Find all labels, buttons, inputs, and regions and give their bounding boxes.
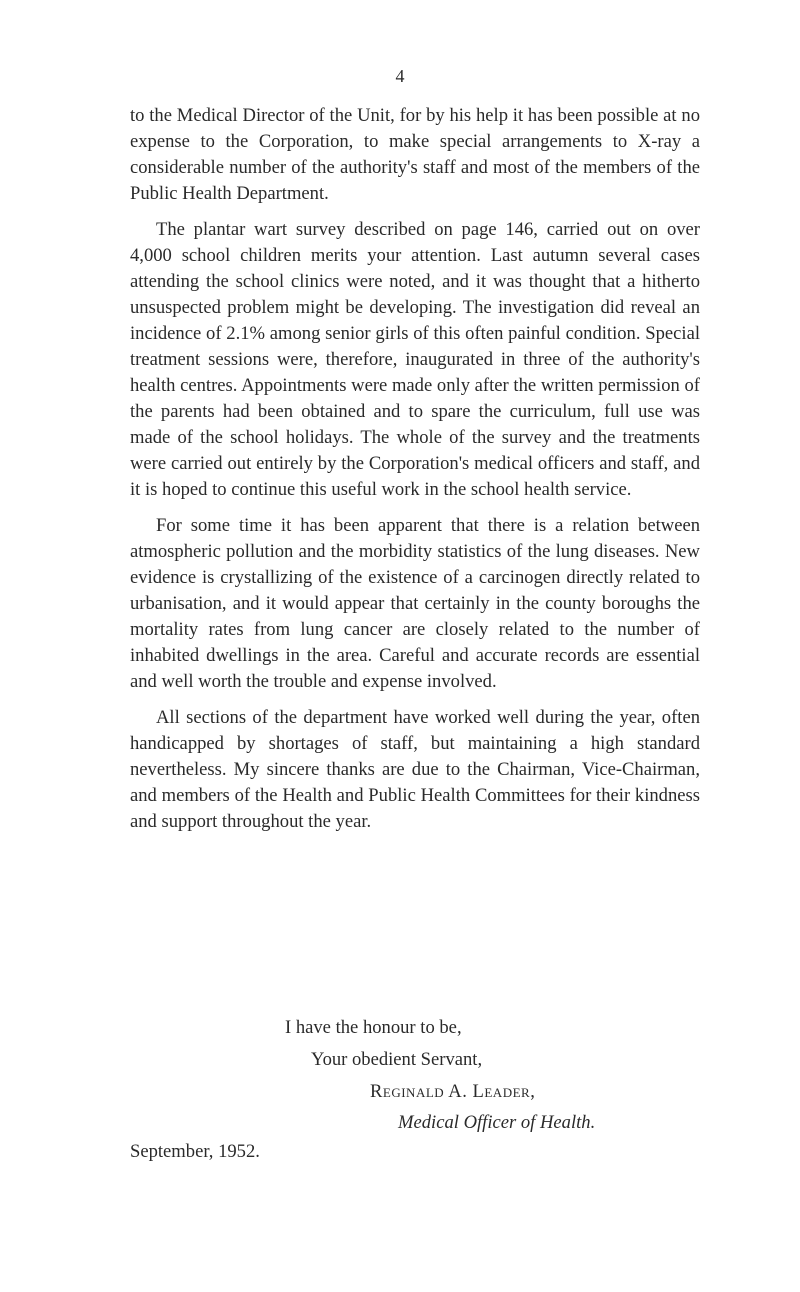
letter-body bbox=[130, 103, 700, 845]
paragraph-continuation: to the Medical Director of the Unit, for by his help it has been possible at no expense to the Corporation, to make special arrangements to X-ray a considerable number of the authority's staff and most of the members of the Public Health Department. bbox=[130, 105, 700, 204]
signatory-title: Medical Officer of Health. bbox=[398, 1112, 596, 1133]
letter-date: September, 1952. bbox=[130, 1141, 260, 1162]
closing-salutation: I have the honour to be, bbox=[285, 1017, 462, 1038]
paragraph-atmospheric-pollution: For some time it has been apparent that there is a relation between atmospheric pollution and the morbidity statistics of the lung diseases. New evidence is crystallizing of the existence of a carcinogen directly related to urbanisation, and it would appear that certainly in the county boroughs the mortality rates from lung cancer are closely related to the number of inhabited dwellings in the area. Careful and accurate records are essential and well worth the trouble and expense involved. bbox=[130, 515, 700, 692]
signatory-name: Reginald A. Leader, bbox=[370, 1081, 536, 1102]
paragraph-plantar-wart-survey: The plantar wart survey described on page 146, carried out on over 4,000 school children merits your attention. Last autumn several cases attending the school clinics were noted, and it was thought that a hitherto unsuspected problem might be developing. The investigation did reveal an incidence of 2.1% among senior girls of this often painful condition. Special treatment sessions were, therefore, inaugurated in three of the authority's health centres. Appointments were made only after the written permission of the parents had been obtained and to spare the curriculum, full use was made of the school holidays. The whole of the survey and the treatments were carried out entirely by the Corporation's medical officers and staff, and it is hoped to continue this useful work in the school health service. bbox=[130, 219, 700, 500]
closing-servant: Your obedient Servant, bbox=[311, 1049, 483, 1070]
paragraph-acknowledgements: All sections of the department have worked well during the year, often handicapped by shortages of staff, but maintaining a high standard nevertheless. My sincere thanks are due to the Chairman, Vice-Chairman, and members of the Health and Public Health Committees for their kindness and support throughout the year. bbox=[130, 707, 700, 832]
page-number: 4 bbox=[395, 66, 405, 86]
